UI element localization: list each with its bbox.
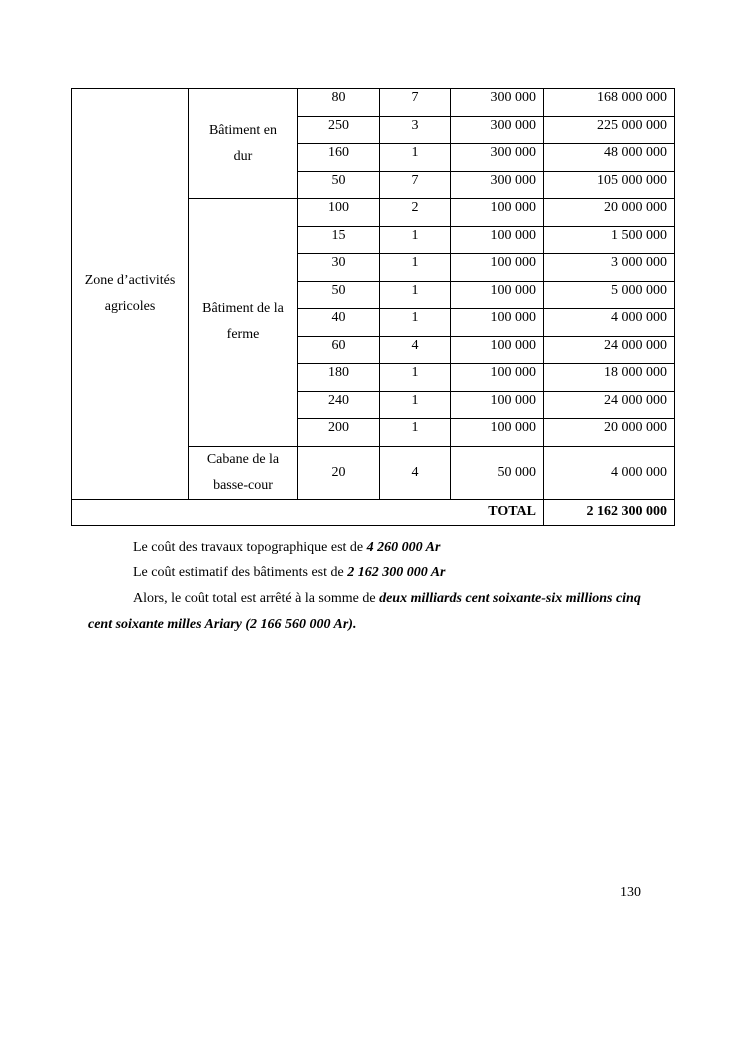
unit-price-cell: 300 000 <box>451 116 544 144</box>
amount-cell: 20 000 000 <box>544 419 675 447</box>
quantity-cell: 1 <box>380 309 451 337</box>
amount-cell: 5 000 000 <box>544 281 675 309</box>
quantity-cell: 1 <box>380 144 451 172</box>
surface-cell: 240 <box>298 391 380 419</box>
amount-cell: 168 000 000 <box>544 89 675 117</box>
quantity-cell: 1 <box>380 391 451 419</box>
quantity-cell: 1 <box>380 281 451 309</box>
buildings-cost-value: 2 162 300 000 Ar <box>347 565 446 580</box>
topography-cost-paragraph: Le coût des travaux topographique est de 4 260 000 Ar <box>133 540 441 555</box>
topography-cost-value: 4 260 000 Ar <box>366 540 441 555</box>
total-cost-paragraph: Alors, le coût total est arrêté à la somme de deux milliards cent soixante-six millions cinq cent soixante milles Ariary (2 166 560 000 Ar). <box>88 591 641 632</box>
amount-cell: 48 000 000 <box>544 144 675 172</box>
surface-cell: 100 <box>298 199 380 227</box>
unit-price-cell: 300 000 <box>451 171 544 199</box>
amount-cell: 24 000 000 <box>544 336 675 364</box>
page-number: 130 <box>620 885 641 900</box>
total-value: 2 162 300 000 <box>544 499 675 525</box>
zone-label: Zone d’activités <box>84 272 176 288</box>
unit-price-cell: 100 000 <box>451 419 544 447</box>
amount-cell: 20 000 000 <box>544 199 675 227</box>
surface-cell: 250 <box>298 116 380 144</box>
surface-cell: 50 <box>298 171 380 199</box>
quantity-cell: 4 <box>380 336 451 364</box>
unit-price-cell: 100 000 <box>451 336 544 364</box>
unit-price-cell: 100 000 <box>451 364 544 392</box>
quantity-cell: 4 <box>380 446 451 499</box>
buildings-cost-paragraph: Le coût estimatif des bâtiments est de 2 162 300 000 Ar <box>133 565 446 580</box>
total-row <box>72 499 675 525</box>
surface-cell: 50 <box>298 281 380 309</box>
unit-price-cell: 100 000 <box>451 226 544 254</box>
zone-label: agricoles <box>104 298 156 314</box>
surface-cell: 40 <box>298 309 380 337</box>
table-row <box>72 89 675 117</box>
building-type-cell: Bâtiment de la ferme <box>189 199 298 447</box>
amount-cell: 105 000 000 <box>544 171 675 199</box>
surface-cell: 160 <box>298 144 380 172</box>
amount-cell: 18 000 000 <box>544 364 675 392</box>
quantity-cell: 7 <box>380 89 451 117</box>
quantity-cell: 1 <box>380 419 451 447</box>
surface-cell: 200 <box>298 419 380 447</box>
amount-cell: 4 000 000 <box>544 309 675 337</box>
unit-price-cell: 100 000 <box>451 199 544 227</box>
total-label: TOTAL <box>72 499 544 525</box>
amount-cell: 3 000 000 <box>544 254 675 282</box>
amount-cell: 1 500 000 <box>544 226 675 254</box>
surface-cell: 60 <box>298 336 380 364</box>
quantity-cell: 2 <box>380 199 451 227</box>
unit-price-cell: 50 000 <box>451 446 544 499</box>
unit-price-cell: 300 000 <box>451 144 544 172</box>
surface-cell: 80 <box>298 89 380 117</box>
building-type-cell: Cabane de la basse-cour <box>189 446 298 499</box>
surface-cell: 20 <box>298 446 380 499</box>
surface-cell: 30 <box>298 254 380 282</box>
amount-cell: 225 000 000 <box>544 116 675 144</box>
unit-price-cell: 100 000 <box>451 309 544 337</box>
surface-cell: 180 <box>298 364 380 392</box>
amount-cell: 4 000 000 <box>544 446 675 499</box>
quantity-cell: 1 <box>380 364 451 392</box>
amount-cell: 24 000 000 <box>544 391 675 419</box>
cost-table <box>71 88 675 526</box>
unit-price-cell: 100 000 <box>451 254 544 282</box>
surface-cell: 15 <box>298 226 380 254</box>
quantity-cell: 3 <box>380 116 451 144</box>
total-cost-value: deux milliards cent soixante-six millions cinq cent soixante milles Ariary (2 166 560 000 Ar). <box>88 591 641 632</box>
building-type-cell: Bâtiment en dur <box>189 89 298 199</box>
quantity-cell: 1 <box>380 254 451 282</box>
quantity-cell: 1 <box>380 226 451 254</box>
unit-price-cell: 100 000 <box>451 281 544 309</box>
quantity-cell: 7 <box>380 171 451 199</box>
unit-price-cell: 300 000 <box>451 89 544 117</box>
zone-cell <box>72 89 189 500</box>
unit-price-cell: 100 000 <box>451 391 544 419</box>
